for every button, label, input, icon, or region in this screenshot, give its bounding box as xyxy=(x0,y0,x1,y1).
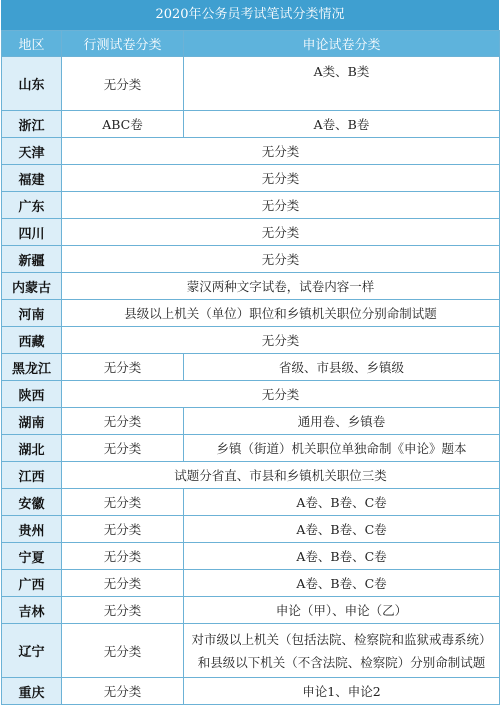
region-cell: 陕西 xyxy=(2,381,62,408)
combined-cell: 蒙汉两种文字试卷，试卷内容一样 xyxy=(62,273,500,300)
combined-cell: 无分类 xyxy=(62,327,500,354)
combined-cell: 无分类 xyxy=(62,381,500,408)
region-cell: 湖南 xyxy=(2,408,62,435)
region-cell: 福建 xyxy=(2,165,62,192)
shenlun-cell: 通用卷、乡镇卷 xyxy=(184,408,500,435)
shenlun-cell: A卷、B卷、C卷 xyxy=(184,543,500,570)
xingce-cell: ABC卷 xyxy=(62,111,184,138)
region-cell: 贵州 xyxy=(2,516,62,543)
shenlun-cell: A卷、B卷 xyxy=(184,111,500,138)
combined-cell: 无分类 xyxy=(62,165,500,192)
header-shenlun: 申论试卷分类 xyxy=(184,31,500,57)
region-cell: 内蒙古 xyxy=(2,273,62,300)
region-cell: 新疆 xyxy=(2,246,62,273)
table-row xyxy=(2,462,500,489)
table-row xyxy=(2,273,500,300)
table-row xyxy=(2,408,500,435)
region-cell: 辽宁 xyxy=(2,624,62,678)
table-row xyxy=(2,300,500,327)
combined-cell: 县级以上机关（单位）职位和乡镇机关职位分别命制试题 xyxy=(62,300,500,327)
shenlun-cell: 申论（甲）、申论（乙） xyxy=(184,597,500,624)
shenlun-cell: 乡镇（街道）机关职位单独命制《申论》题本 xyxy=(184,435,500,462)
region-cell: 湖北 xyxy=(2,435,62,462)
region-cell: 广西 xyxy=(2,570,62,597)
region-cell: 宁夏 xyxy=(2,543,62,570)
table-row xyxy=(2,570,500,597)
xingce-cell: 无分类 xyxy=(62,489,184,516)
shenlun-cell xyxy=(184,624,500,678)
region-cell: 河南 xyxy=(2,300,62,327)
header-region: 地区 xyxy=(2,31,62,57)
combined-cell: 无分类 xyxy=(62,246,500,273)
table-row xyxy=(2,165,500,192)
region-cell: 黑龙江 xyxy=(2,354,62,381)
table-row xyxy=(2,381,500,408)
xingce-cell: 无分类 xyxy=(62,678,184,705)
combined-cell: 试题分省直、市县和乡镇机关职位三类 xyxy=(62,462,500,489)
xingce-cell: 无分类 xyxy=(62,624,184,678)
table-row xyxy=(2,138,500,165)
region-cell: 四川 xyxy=(2,219,62,246)
xingce-cell: 无分类 xyxy=(62,435,184,462)
xingce-cell: 无分类 xyxy=(62,597,184,624)
shenlun-cell: A卷、B卷、C卷 xyxy=(184,489,500,516)
xingce-cell: 无分类 xyxy=(62,354,184,381)
shenlun-line: 和县级以下机关（不含法院、检察院）分别命制试题 xyxy=(197,654,486,670)
table-row xyxy=(2,543,500,570)
shenlun-cell: 省级、市县级、乡镇级 xyxy=(184,354,500,381)
exam-classification-table xyxy=(1,30,500,705)
region-cell: 西藏 xyxy=(2,327,62,354)
table-row xyxy=(2,111,500,138)
xingce-cell: 无分类 xyxy=(62,543,184,570)
shenlun-cell: A卷、B卷、C卷 xyxy=(184,516,500,543)
combined-cell: 无分类 xyxy=(62,219,500,246)
shenlun-cell: A卷、B卷、C卷 xyxy=(184,570,500,597)
region-cell: 天津 xyxy=(2,138,62,165)
region-cell: 浙江 xyxy=(2,111,62,138)
xingce-cell: 无分类 xyxy=(62,570,184,597)
table-row xyxy=(2,192,500,219)
table-row xyxy=(2,597,500,624)
combined-cell: 无分类 xyxy=(62,138,500,165)
region-cell: 安徽 xyxy=(2,489,62,516)
table-row xyxy=(2,435,500,462)
table-row xyxy=(2,246,500,273)
header-row xyxy=(2,31,500,57)
shenlun-line: 对市级以上机关（包括法院、检察院和监狱戒毒系统） xyxy=(191,631,492,647)
table-row xyxy=(2,624,500,678)
xingce-cell: 无分类 xyxy=(62,516,184,543)
header-xingce: 行测试卷分类 xyxy=(62,31,184,57)
table-row xyxy=(2,219,500,246)
table-row xyxy=(2,489,500,516)
table-row xyxy=(2,57,500,111)
region-cell: 吉林 xyxy=(2,597,62,624)
shenlun-cell: 申论1、申论2 xyxy=(184,678,500,705)
table-title: 2020年公务员考试笔试分类情况 xyxy=(1,0,499,30)
table-row xyxy=(2,327,500,354)
shenlun-cell: A类、B类 xyxy=(184,57,500,111)
combined-cell: 无分类 xyxy=(62,192,500,219)
region-cell: 江西 xyxy=(2,462,62,489)
table-row xyxy=(2,516,500,543)
table-row xyxy=(2,354,500,381)
xingce-cell: 无分类 xyxy=(62,57,184,111)
region-cell: 山东 xyxy=(2,57,62,111)
table-row xyxy=(2,678,500,705)
xingce-cell: 无分类 xyxy=(62,408,184,435)
region-cell: 广东 xyxy=(2,192,62,219)
region-cell: 重庆 xyxy=(2,678,62,705)
